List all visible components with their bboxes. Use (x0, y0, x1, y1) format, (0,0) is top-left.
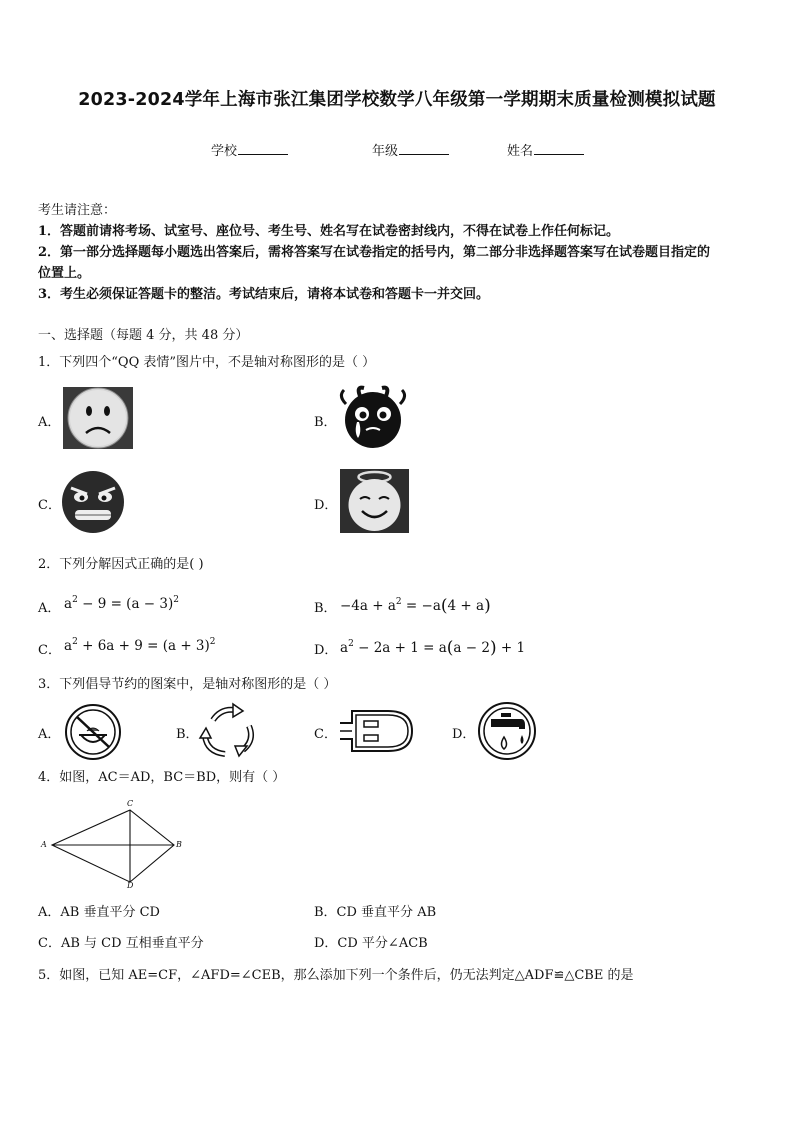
notice-item-2-cont: 位置上。 (38, 266, 91, 281)
q2-stem: 2．下列分解因式正确的是( ) (38, 557, 204, 572)
angry-face-image (59, 470, 127, 534)
q3-stem: 3．下列倡导节约的图案中，是轴对称图形的是（ ） (38, 677, 337, 692)
q1-option-b-label: B． (314, 415, 337, 430)
grade-blank (399, 142, 449, 155)
q4-kite-diagram (38, 798, 188, 892)
q4-option-c: C．AB 与 CD 互相垂直平分 (38, 936, 204, 951)
grade-field (372, 140, 449, 159)
q2-option-c-label: C． (38, 643, 61, 658)
water-tap-icon (477, 701, 537, 761)
school-label: 学校 (211, 144, 238, 159)
q2-option-d-label: D． (314, 643, 338, 658)
point-b-label: B (176, 840, 182, 849)
section-heading: 一、选择题（每题 4 分，共 48 分） (38, 328, 249, 343)
point-d-label: D (127, 881, 134, 890)
q2-option-a-expr: $a^2 - 9 = (a - 3)^2$ (64, 595, 179, 612)
q1-option-a-label: A． (38, 415, 61, 430)
sad-face-image (63, 387, 133, 449)
q5-stem: 5．如图，已知 AE=CF，∠AFD=∠CEB，那么添加下列一个条件后，仍无法判定△ADF≌△CBE 的是 (38, 968, 634, 983)
q2-option-a-label: A． (38, 601, 61, 616)
q1-stem: 1．下列四个“QQ 表情”图片中，不是轴对称图形的是（ ） (38, 355, 376, 370)
notice-item-3: 3．考生必须保证答题卡的整洁。考试结束后，请将本试卷和答题卡一并交回。 (38, 287, 490, 302)
notice-heading: 考生请注意： (38, 203, 117, 218)
q2-option-d-expr: $a^2 - 2a + 1 = a(a - 2) + 1$ (340, 638, 526, 658)
q4-option-b: B．CD 垂直平分 AB (314, 905, 437, 920)
school-blank (238, 142, 288, 155)
page-title: 2023-2024学年上海市张江集团学校数学八年级第一学期期末质量检测模拟试题 (78, 90, 716, 110)
q2-option-b-expr: $-4a + a^2 = -a(4 + a)$ (340, 596, 491, 616)
q2-option-b-label: B． (314, 601, 337, 616)
notice-item-1: 1．答题前请将考场、试室号、座位号、考生号、姓名写在试卷密封线内，不得在试卷上作任何标记。 (38, 224, 620, 239)
school-field (211, 140, 288, 159)
point-c-label: C (127, 799, 134, 808)
q4-stem: 4．如图，AC＝AD，BC＝BD，则有（ ） (38, 770, 286, 785)
q3-option-c-label: C． (314, 727, 337, 742)
no-waste-food-icon (63, 703, 123, 761)
notice-item-2: 2．第一部分选择题每小题选出答案后，需将答案写在试卷指定的括号内，第二部分非选择题答案写在试卷题目指定的 (38, 245, 711, 260)
q3-option-a-label: A． (38, 727, 61, 742)
point-a-label: A (41, 840, 47, 849)
q2-option-c-expr: $a^2 + 6a + 9 = (a + 3)^2$ (64, 637, 216, 654)
crying-face-image (338, 384, 408, 450)
q4-option-d: D．CD 平分∠ACB (314, 936, 428, 951)
q4-option-a: A．AB 垂直平分 CD (38, 905, 160, 920)
name-label: 姓名 (507, 144, 534, 159)
angel-face-image (340, 469, 409, 533)
name-blank (534, 142, 584, 155)
grade-label: 年级 (372, 144, 399, 159)
q3-option-d-label: D． (452, 727, 476, 742)
q1-option-d-label: D． (314, 498, 338, 513)
name-field (507, 140, 584, 159)
q3-option-b-label: B． (176, 727, 199, 742)
power-plug-icon (338, 705, 416, 757)
q1-option-c-label: C． (38, 498, 61, 513)
recycle-arrows-icon (199, 702, 259, 760)
